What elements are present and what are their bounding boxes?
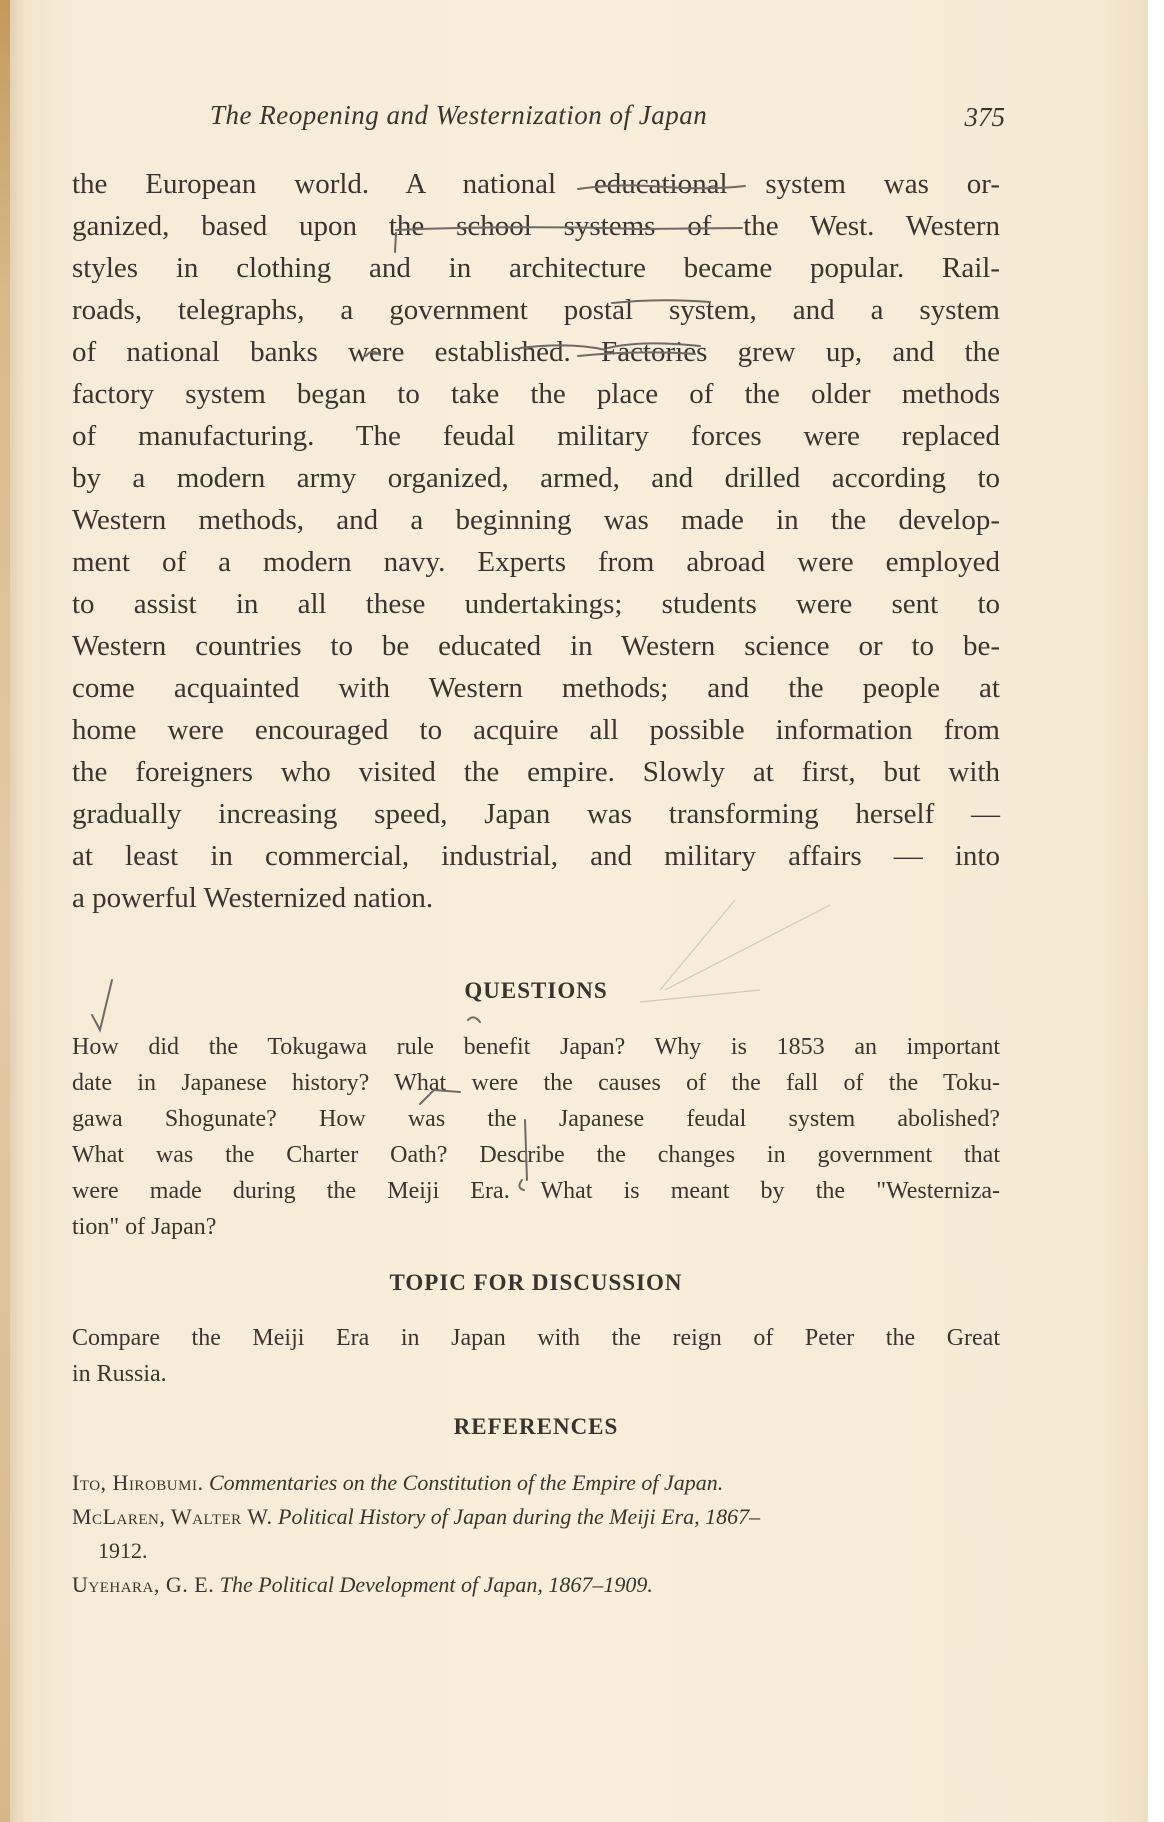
page-number: 375 <box>964 102 1005 132</box>
topic-line: Compare the Meiji Era in Japan with the reign of Peter the Great <box>72 1325 1000 1351</box>
body-line: Western methods, and a beginning was made in the develop- <box>72 504 1000 536</box>
reference-item <box>72 1568 1000 1602</box>
question-line: What was the Charter Oath? Describe the changes in government that <box>72 1142 1000 1168</box>
body-line: gradually increasing speed, Japan was transforming herself — <box>72 798 1000 830</box>
body-paragraph <box>72 163 1000 919</box>
body-line: by a modern army organized, armed, and drilled according to <box>72 462 1000 494</box>
reference-title: The Political Development of Japan, 1867–1909. <box>219 1572 653 1597</box>
topic-heading: TOPIC FOR DISCUSSION <box>389 1270 683 1295</box>
body-line: ganized, based upon the school systems of the West. Western <box>72 210 1000 242</box>
body-line: home were encouraged to acquire all possible information from <box>72 714 1000 746</box>
question-line: were made during the Meiji Era. What is meant by the "Westerniza- <box>72 1178 1000 1204</box>
body-line: roads, telegraphs, a government postal system, and a system <box>72 294 1000 326</box>
body-line: of national banks were established. Factories grew up, and the <box>72 336 1000 368</box>
topic-line: in Russia. <box>72 1361 167 1387</box>
reference-title: Political History of Japan during the Meiji Era, 1867– <box>278 1504 761 1529</box>
reference-author: Ito, Hirobumi. <box>72 1470 204 1495</box>
body-line: at least in commercial, industrial, and military affairs — into <box>72 840 1000 872</box>
reference-item <box>72 1466 1000 1500</box>
body-line: the foreigners who visited the empire. Slowly at first, but with <box>72 756 1000 788</box>
questions-paragraph <box>72 1029 1000 1245</box>
body-line: of manufacturing. The feudal military forces were replaced <box>72 420 1000 452</box>
references-list <box>72 1466 1000 1602</box>
question-line: How did the Tokugawa rule benefit Japan? Why is 1853 an important <box>72 1034 1000 1060</box>
body-line: factory system began to take the place of the older methods <box>72 378 1000 410</box>
reference-continuation: 1912. <box>98 1538 148 1563</box>
reference-item <box>72 1500 1000 1534</box>
questions-heading: QUESTIONS <box>464 978 608 1003</box>
reference-title: Commentaries on the Constitution of the Empire of Japan. <box>208 1470 724 1495</box>
body-line: Western countries to be educated in Western science or to be- <box>72 630 1000 662</box>
references-heading: REFERENCES <box>453 1414 619 1439</box>
body-line: ment of a modern navy. Experts from abroad were employed <box>72 546 1000 578</box>
reference-author: McLaren, Walter W. <box>72 1504 273 1529</box>
body-line: come acquainted with Western methods; and the people at <box>72 672 1000 704</box>
question-line: gawa Shogunate? How was the Japanese feudal system abolished? <box>72 1106 1000 1132</box>
body-line: to assist in all these undertakings; students were sent to <box>72 588 1000 620</box>
body-line: styles in clothing and in architecture became popular. Rail- <box>72 252 1000 284</box>
running-head-title: The Reopening and Westernization of Japan <box>210 100 708 130</box>
reference-author: Uyehara, G. E. <box>72 1572 215 1597</box>
question-line: tion" of Japan? <box>72 1214 217 1240</box>
body-line: a powerful Westernized nation. <box>72 882 434 914</box>
question-line: date in Japanese history? What were the causes of the fall of the Toku- <box>72 1070 1000 1096</box>
body-line: the European world. A national educational system was or- <box>72 168 1000 200</box>
page-edge <box>0 0 10 1822</box>
pencil-mark <box>468 1017 480 1022</box>
running-head <box>210 100 1005 144</box>
topic-paragraph <box>72 1320 1000 1392</box>
